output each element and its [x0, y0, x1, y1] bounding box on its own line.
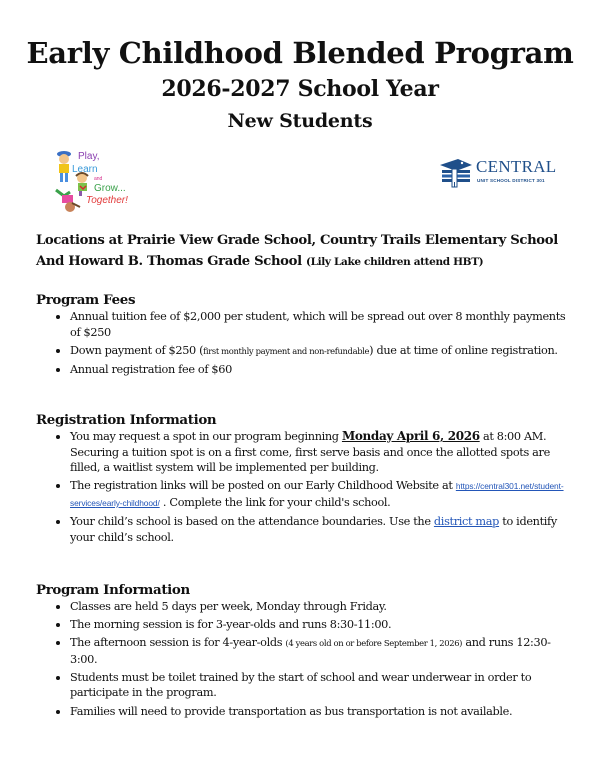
district-name: CENTRAL	[476, 157, 557, 176]
locations-heading	[36, 230, 576, 273]
district-map-link[interactable]: district map	[433, 514, 500, 528]
early-childhood-website-link[interactable]: https://central301.net/student-services/early-childhood/	[70, 481, 564, 508]
list-item-text: Students must be toilet trained by the start of school and wear underwear in order to participate in the program.	[70, 670, 532, 700]
list-item-text: The afternoon session is for 4-year-olds	[70, 636, 286, 650]
locations-text: Locations at Prairie View Grade School, Country Trails Elementary School And Howard B. Thomas Grade School	[36, 233, 558, 269]
svg-text:Together!: Together!	[86, 195, 128, 206]
list-item	[70, 429, 576, 476]
program-fees-section	[36, 292, 576, 380]
list-item-text: . Complete the link for your child's school.	[159, 495, 391, 509]
list-item	[70, 362, 576, 378]
audience-subtitle: New Students	[227, 110, 373, 132]
svg-text:and: and	[94, 176, 103, 182]
page-title: Early Childhood Blended Program	[26, 36, 574, 70]
list-item-text: The registration links will be posted on our Early Childhood Website at	[70, 479, 456, 493]
list-item	[70, 514, 576, 545]
program-fees-list	[36, 309, 576, 377]
registration-info-heading: Registration Information	[36, 412, 217, 428]
list-item-text: Annual tuition fee of $2,000 per student, which will be spread out over 8 monthly payments of $250	[70, 310, 566, 339]
list-item-text: Families will need to provide transportation as bus transportation is not available.	[70, 704, 513, 718]
svg-text:Grow...: Grow...	[94, 183, 126, 194]
svg-text:Play,: Play,	[78, 151, 100, 162]
list-item-text: ) due at time of online registration.	[369, 343, 558, 357]
list-item-text: You may request a spot in our program beginning	[70, 430, 342, 443]
list-item-text: Your child’s school is based on the attendance boundaries. Use the	[70, 514, 434, 528]
list-item	[70, 599, 576, 615]
registration-info-list	[36, 429, 576, 545]
list-item-note: first monthly payment and non-refundable	[203, 345, 370, 356]
central-district-logo	[438, 157, 558, 189]
play-learn-grow-together-logo	[50, 146, 136, 214]
graduation-cap-books-icon	[438, 157, 474, 189]
list-item-text: Classes are held 5 days per week, Monday through Friday.	[70, 600, 387, 613]
list-item	[70, 343, 576, 360]
list-item	[70, 617, 576, 633]
list-item	[70, 670, 576, 701]
school-year-subtitle: 2026-2027 School Year	[161, 76, 439, 102]
list-item-text: to identify your child’s school.	[70, 514, 557, 544]
kids-illustration-icon	[50, 146, 136, 214]
list-item	[70, 309, 576, 340]
list-item-text: The morning session is for 3-year-olds and runs 8:30-11:00.	[70, 618, 392, 632]
list-item	[70, 478, 576, 511]
list-item-text: and runs 12:30-3:00.	[70, 636, 551, 666]
program-info-section	[36, 582, 576, 722]
program-info-list	[36, 599, 576, 719]
program-fees-heading: Program Fees	[36, 292, 136, 308]
svg-text:Learn: Learn	[72, 164, 98, 175]
locations-note: (Lily Lake children attend HBT)	[306, 256, 484, 268]
registration-start-date: Monday April 6, 2026	[341, 429, 480, 443]
list-item-text: Down payment of $250 (	[70, 343, 204, 357]
list-item	[70, 635, 576, 667]
district-subtitle: UNIT SCHOOL DISTRICT 301	[477, 178, 545, 183]
list-item-note: (4 years old on or before September 1, 2026)	[285, 638, 463, 649]
list-item-text: Annual registration fee of $60	[70, 362, 232, 376]
list-item	[70, 704, 576, 720]
registration-info-section	[36, 412, 576, 548]
list-item-text: at 8:00 AM. Securing a tuition spot is on a first come, first serve basis and once the allotted spots are filled, a waitlist system will be implemented per building.	[70, 430, 550, 475]
program-info-heading: Program Information	[36, 582, 190, 598]
